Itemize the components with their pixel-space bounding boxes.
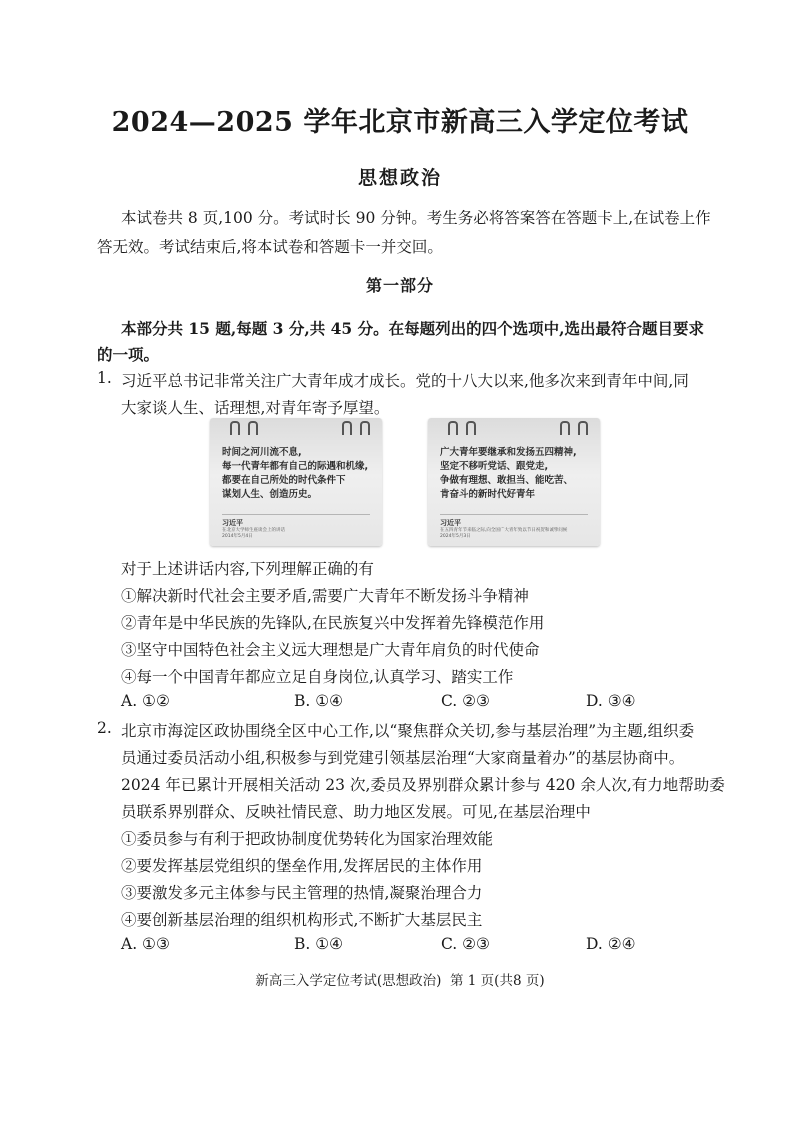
subject-title: 思想政治 <box>357 167 442 189</box>
quote-author: 习近平 <box>440 519 461 527</box>
exam-title: 2024—2025 学年北京市新高三入学定位考试 <box>111 107 689 138</box>
question-2-item-4: ④要创新基层治理的组织机构形式,不断扩大基层民主 <box>121 911 483 929</box>
quote-card-2024 <box>428 418 600 546</box>
card-divider <box>222 514 370 515</box>
question-2-item-3: ③要激发多元主体参与民主管理的热情,凝聚治理合力 <box>121 884 483 902</box>
question-2-stem-line-2: 员通过委员活动小组,积极参与到党建引领基层治理“大家商量着办”的基层协商中。 <box>121 749 685 767</box>
question-2-option-c[interactable]: C. ②③ <box>441 935 490 953</box>
question-1-option-a[interactable]: A. ①② <box>121 692 170 710</box>
question-2-option-b[interactable]: B. ①④ <box>294 935 344 953</box>
question-1-number: 1. <box>97 369 112 387</box>
question-2-stem-line-1: 北京市海淀区政协围绕全区中心工作,以“聚焦群众关切,参与基层治理”为主题,组织委 <box>121 722 695 740</box>
question-1-option-b[interactable]: B. ①④ <box>294 692 344 710</box>
question-1-item-3: ③坚守中国特色社会主义远大理想是广大青年肩负的时代使命 <box>121 641 540 659</box>
quote-text: 时间之河川流不息, 每一代青年都有自己的际遇和机缘, 都要在自己所处的时代条件下 谋划人生、创造历史。 <box>222 447 369 500</box>
binder-ring-icon <box>466 421 476 435</box>
question-2-option-d[interactable]: D. ②④ <box>586 935 636 953</box>
quote-source: 在北京大学师生座谈会上的讲话 2014年5月4日 <box>222 528 285 539</box>
question-1-item-2: ②青年是中华民族的先锋队,在民族复兴中发挥着先锋模范作用 <box>121 614 545 632</box>
quote-card-2014 <box>210 418 382 546</box>
question-1-stem-line-2: 大家谈人生、话理想,对青年寄予厚望。 <box>121 399 390 417</box>
binder-ring-icon <box>230 421 240 435</box>
question-1-option-c[interactable]: C. ②③ <box>441 692 490 710</box>
part-title: 第一部分 <box>365 276 434 295</box>
binder-ring-icon <box>560 421 570 435</box>
question-1-stem-line-1: 习近平总书记非常关注广大青年成才成长。党的十八大以来,他多次来到青年中间,同 <box>121 372 689 390</box>
quote-source: 在五四青年节来临之际,向全国广大青年致以节日祝贺和诚挚问候 2024年5月3日 <box>440 528 568 539</box>
question-2-stem-line-3: 2024 年已累计开展相关活动 23 次,委员及界别群众累计参与 420 余人次,有力地帮助委 <box>121 776 725 794</box>
question-2-stem-line-4: 员联系界别群众、反映社情民意、助力地区发展。可见,在基层治理中 <box>121 803 591 821</box>
question-1-item-4: ④每一个中国青年都应立足自身岗位,认真学习、踏实工作 <box>121 668 514 686</box>
binder-ring-icon <box>578 421 588 435</box>
question-2-item-2: ②要发挥基层党组织的堡垒作用,发挥居民的主体作用 <box>121 857 483 875</box>
part-description-line-2: 的一项。 <box>97 345 160 364</box>
binder-ring-icon <box>360 421 370 435</box>
binder-ring-icon <box>248 421 258 435</box>
question-2-number: 2. <box>97 719 112 737</box>
question-2-item-1: ①委员参与有利于把政协制度优势转化为国家治理效能 <box>121 830 494 848</box>
quote-text: 广大青年要继承和发扬五四精神, 坚定不移听党话、跟党走, 争做有理想、敢担当、能吃苦、 肯奋斗的新时代好青年 <box>440 447 577 500</box>
quote-author: 习近平 <box>222 519 243 527</box>
page-footer: 新高三入学定位考试(思想政治) 第 1 页(共8 页) <box>255 973 545 989</box>
question-1-item-1: ①解决新时代社会主要矛盾,需要广大青年不断发扬斗争精神 <box>121 587 529 605</box>
instructions-line-2: 答无效。考试结束后,将本试卷和答题卡一并交回。 <box>97 238 443 256</box>
binder-ring-icon <box>448 421 458 435</box>
card-divider <box>440 514 588 515</box>
question-1-prompt: 对于上述讲话内容,下列理解正确的有 <box>121 560 374 578</box>
part-description-line-1: 本部分共 15 题,每题 3 分,共 45 分。在每题列出的四个选项中,选出最符合题目要求 <box>121 319 704 338</box>
binder-ring-icon <box>342 421 352 435</box>
instructions-line-1: 本试卷共 8 页,100 分。考试时长 90 分钟。考生务必将答案答在答题卡上,在试卷上作 <box>121 209 711 227</box>
question-2-option-a[interactable]: A. ①③ <box>121 935 170 953</box>
question-1-option-d[interactable]: D. ③④ <box>586 692 636 710</box>
